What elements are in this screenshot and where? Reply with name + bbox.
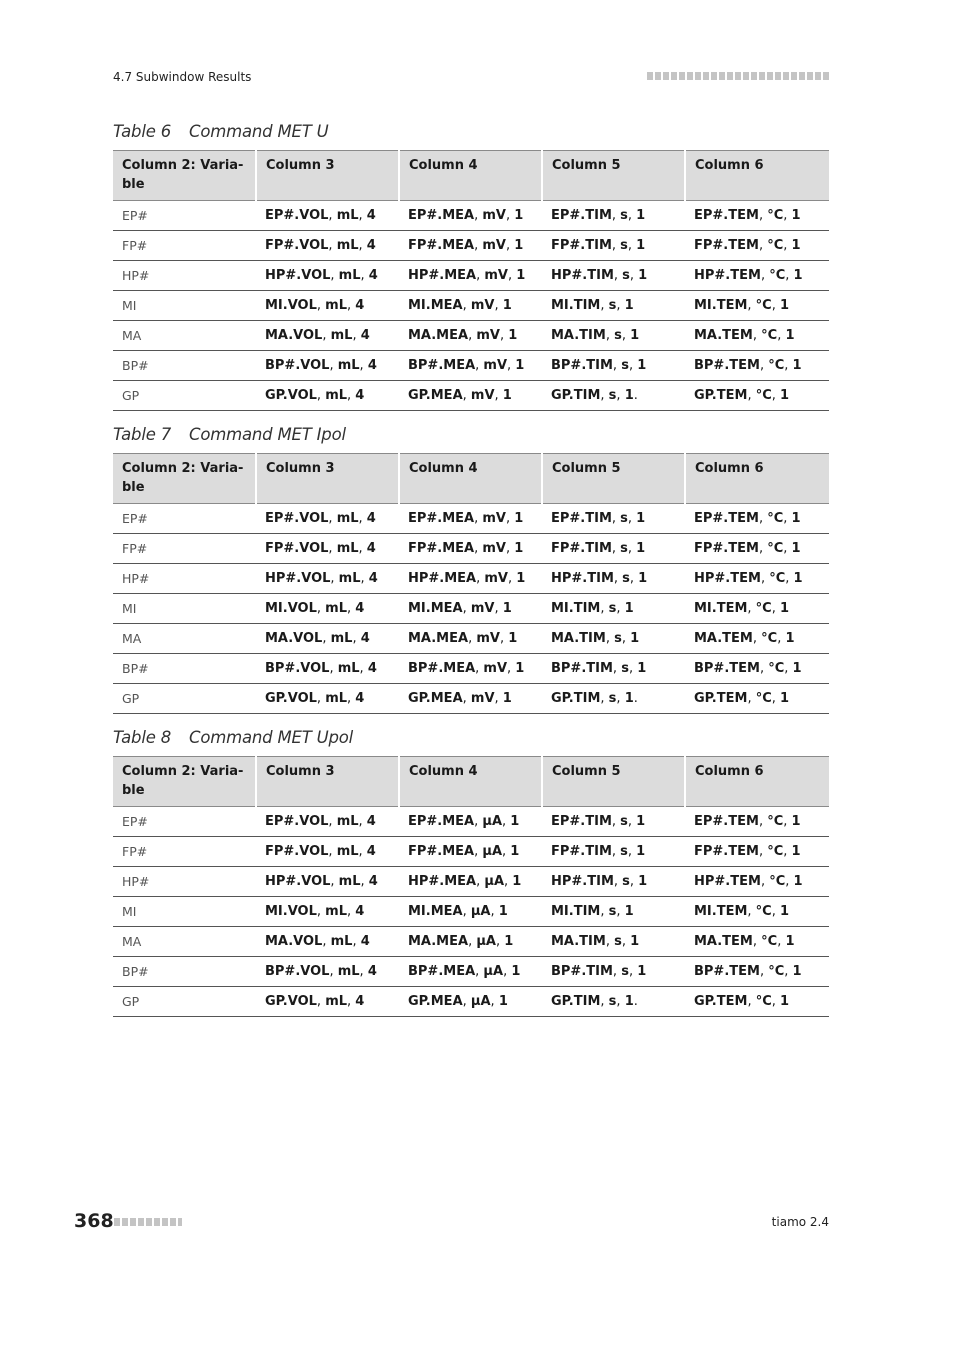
variable-cell: MA: [113, 624, 256, 654]
value-cell: MA.TEM, °C, 1: [685, 624, 829, 654]
variable-cell: MI: [113, 291, 256, 321]
value-cell: GP.TEM, °C, 1: [685, 381, 829, 411]
value-cell: HP#.VOL, mL, 4: [256, 867, 399, 897]
value-cell: GP.MEA, mV, 1: [399, 381, 542, 411]
value-cell: BP#.VOL, mL, 4: [256, 351, 399, 381]
value-cell: FP#.TEM, °C, 1: [685, 837, 829, 867]
value-cell: MA.TIM, s, 1: [542, 927, 685, 957]
table-header-row: [113, 151, 829, 201]
table-row: [113, 897, 829, 927]
value-cell: MI.TIM, s, 1: [542, 291, 685, 321]
value-cell: MI.MEA, mV, 1: [399, 594, 542, 624]
column-header: Column 2: Varia- ble: [113, 757, 256, 807]
running-header: 4.7 Subwindow Results: [113, 70, 252, 84]
table-title: Command MET U: [189, 122, 329, 141]
page-number: 368: [74, 1210, 114, 1232]
value-cell: MI.TIM, s, 1: [542, 594, 685, 624]
variable-cell: BP#: [113, 654, 256, 684]
table-row: [113, 504, 829, 534]
table-title: Command MET Upol: [189, 728, 354, 747]
table-caption: [113, 122, 329, 141]
table-row: [113, 927, 829, 957]
value-cell: FP#.MEA, mV, 1: [399, 534, 542, 564]
value-cell: FP#.VOL, mL, 4: [256, 837, 399, 867]
value-cell: GP.TIM, s, 1.: [542, 987, 685, 1017]
table-caption: [113, 728, 353, 747]
table-row: [113, 987, 829, 1017]
value-cell: GP.VOL, mL, 4: [256, 381, 399, 411]
table-label: Table 8: [113, 728, 172, 747]
value-cell: FP#.MEA, mV, 1: [399, 231, 542, 261]
command-table: [113, 453, 829, 714]
value-cell: FP#.TIM, s, 1: [542, 231, 685, 261]
table-row: [113, 684, 829, 714]
variable-cell: FP#: [113, 231, 256, 261]
table-row: [113, 837, 829, 867]
value-cell: GP.VOL, mL, 4: [256, 987, 399, 1017]
variable-cell: HP#: [113, 564, 256, 594]
value-cell: EP#.TEM, °C, 1: [685, 807, 829, 837]
product-name: tiamo 2.4: [771, 1215, 829, 1229]
value-cell: EP#.TIM, s, 1: [542, 201, 685, 231]
value-cell: MI.VOL, mL, 4: [256, 594, 399, 624]
value-cell: MA.MEA, mV, 1: [399, 624, 542, 654]
value-cell: FP#.TEM, °C, 1: [685, 534, 829, 564]
column-header: Column 6: [685, 757, 829, 807]
variable-cell: FP#: [113, 837, 256, 867]
value-cell: HP#.TIM, s, 1: [542, 261, 685, 291]
column-header: Column 5: [542, 454, 685, 504]
value-cell: MA.MEA, mV, 1: [399, 321, 542, 351]
value-cell: FP#.TEM, °C, 1: [685, 231, 829, 261]
footer-dots-decoration: [114, 1218, 182, 1226]
value-cell: BP#.VOL, mL, 4: [256, 654, 399, 684]
value-cell: BP#.TEM, °C, 1: [685, 957, 829, 987]
column-header: Column 4: [399, 757, 542, 807]
column-header: Column 3: [256, 151, 399, 201]
value-cell: MA.VOL, mL, 4: [256, 624, 399, 654]
value-cell: MI.VOL, mL, 4: [256, 291, 399, 321]
table-row: [113, 321, 829, 351]
column-header: Column 5: [542, 151, 685, 201]
value-cell: HP#.TEM, °C, 1: [685, 867, 829, 897]
value-cell: GP.TEM, °C, 1: [685, 684, 829, 714]
value-cell: FP#.MEA, µA, 1: [399, 837, 542, 867]
value-cell: HP#.MEA, µA, 1: [399, 867, 542, 897]
value-cell: BP#.TIM, s, 1: [542, 654, 685, 684]
value-cell: EP#.TIM, s, 1: [542, 807, 685, 837]
value-cell: EP#.VOL, mL, 4: [256, 504, 399, 534]
variable-cell: GP: [113, 987, 256, 1017]
value-cell: BP#.MEA, µA, 1: [399, 957, 542, 987]
table-row: [113, 381, 829, 411]
table-header-row: [113, 757, 829, 807]
variable-cell: MI: [113, 594, 256, 624]
table-row: [113, 231, 829, 261]
table-row: [113, 534, 829, 564]
table-row: [113, 351, 829, 381]
value-cell: EP#.VOL, mL, 4: [256, 201, 399, 231]
variable-cell: EP#: [113, 807, 256, 837]
value-cell: GP.TIM, s, 1.: [542, 684, 685, 714]
variable-cell: MA: [113, 321, 256, 351]
value-cell: MA.VOL, mL, 4: [256, 927, 399, 957]
variable-cell: GP: [113, 684, 256, 714]
table-title: Command MET Ipol: [189, 425, 346, 444]
value-cell: BP#.MEA, mV, 1: [399, 654, 542, 684]
table-row: [113, 807, 829, 837]
value-cell: MA.MEA, µA, 1: [399, 927, 542, 957]
value-cell: MA.TEM, °C, 1: [685, 321, 829, 351]
column-header: Column 6: [685, 151, 829, 201]
value-cell: MA.VOL, mL, 4: [256, 321, 399, 351]
column-header: Column 5: [542, 757, 685, 807]
column-header: Column 3: [256, 757, 399, 807]
variable-cell: BP#: [113, 957, 256, 987]
value-cell: EP#.MEA, µA, 1: [399, 807, 542, 837]
value-cell: HP#.TIM, s, 1: [542, 564, 685, 594]
value-cell: GP.MEA, mV, 1: [399, 684, 542, 714]
table-row: [113, 957, 829, 987]
value-cell: GP.TEM, °C, 1: [685, 987, 829, 1017]
value-cell: FP#.TIM, s, 1: [542, 837, 685, 867]
variable-cell: FP#: [113, 534, 256, 564]
value-cell: EP#.TEM, °C, 1: [685, 504, 829, 534]
table-row: [113, 291, 829, 321]
value-cell: MI.TEM, °C, 1: [685, 291, 829, 321]
table-row: [113, 261, 829, 291]
value-cell: MI.TEM, °C, 1: [685, 897, 829, 927]
value-cell: BP#.TIM, s, 1: [542, 351, 685, 381]
command-table: [113, 756, 829, 1017]
table-caption: [113, 425, 346, 444]
variable-cell: BP#: [113, 351, 256, 381]
value-cell: EP#.MEA, mV, 1: [399, 504, 542, 534]
header-dots-decoration: [647, 72, 829, 80]
table-row: [113, 654, 829, 684]
value-cell: MA.TEM, °C, 1: [685, 927, 829, 957]
value-cell: BP#.MEA, mV, 1: [399, 351, 542, 381]
table-label: Table 7: [113, 425, 172, 444]
value-cell: MI.TEM, °C, 1: [685, 594, 829, 624]
value-cell: EP#.TIM, s, 1: [542, 504, 685, 534]
table-row: [113, 594, 829, 624]
column-header: Column 4: [399, 151, 542, 201]
value-cell: BP#.VOL, mL, 4: [256, 957, 399, 987]
value-cell: GP.VOL, mL, 4: [256, 684, 399, 714]
value-cell: MI.VOL, mL, 4: [256, 897, 399, 927]
table-row: [113, 201, 829, 231]
value-cell: BP#.TEM, °C, 1: [685, 654, 829, 684]
variable-cell: HP#: [113, 261, 256, 291]
variable-cell: GP: [113, 381, 256, 411]
value-cell: HP#.TIM, s, 1: [542, 867, 685, 897]
value-cell: MI.TIM, s, 1: [542, 897, 685, 927]
value-cell: MA.TIM, s, 1: [542, 321, 685, 351]
value-cell: BP#.TEM, °C, 1: [685, 351, 829, 381]
table-header-row: [113, 454, 829, 504]
value-cell: FP#.VOL, mL, 4: [256, 231, 399, 261]
value-cell: GP.TIM, s, 1.: [542, 381, 685, 411]
value-cell: FP#.TIM, s, 1: [542, 534, 685, 564]
value-cell: FP#.VOL, mL, 4: [256, 534, 399, 564]
value-cell: MI.MEA, µA, 1: [399, 897, 542, 927]
variable-cell: HP#: [113, 867, 256, 897]
value-cell: HP#.VOL, mL, 4: [256, 564, 399, 594]
column-header: Column 2: Varia- ble: [113, 151, 256, 201]
variable-cell: MA: [113, 927, 256, 957]
column-header: Column 2: Varia- ble: [113, 454, 256, 504]
value-cell: MA.TIM, s, 1: [542, 624, 685, 654]
value-cell: HP#.MEA, mV, 1: [399, 564, 542, 594]
value-cell: HP#.MEA, mV, 1: [399, 261, 542, 291]
value-cell: HP#.TEM, °C, 1: [685, 564, 829, 594]
table-label: Table 6: [113, 122, 172, 141]
value-cell: EP#.TEM, °C, 1: [685, 201, 829, 231]
table-row: [113, 867, 829, 897]
column-header: Column 3: [256, 454, 399, 504]
value-cell: EP#.MEA, mV, 1: [399, 201, 542, 231]
value-cell: HP#.VOL, mL, 4: [256, 261, 399, 291]
column-header: Column 6: [685, 454, 829, 504]
value-cell: EP#.VOL, mL, 4: [256, 807, 399, 837]
command-table: [113, 150, 829, 411]
variable-cell: EP#: [113, 504, 256, 534]
value-cell: HP#.TEM, °C, 1: [685, 261, 829, 291]
variable-cell: EP#: [113, 201, 256, 231]
variable-cell: MI: [113, 897, 256, 927]
value-cell: MI.MEA, mV, 1: [399, 291, 542, 321]
column-header: Column 4: [399, 454, 542, 504]
table-row: [113, 564, 829, 594]
value-cell: BP#.TIM, s, 1: [542, 957, 685, 987]
value-cell: GP.MEA, µA, 1: [399, 987, 542, 1017]
table-row: [113, 624, 829, 654]
